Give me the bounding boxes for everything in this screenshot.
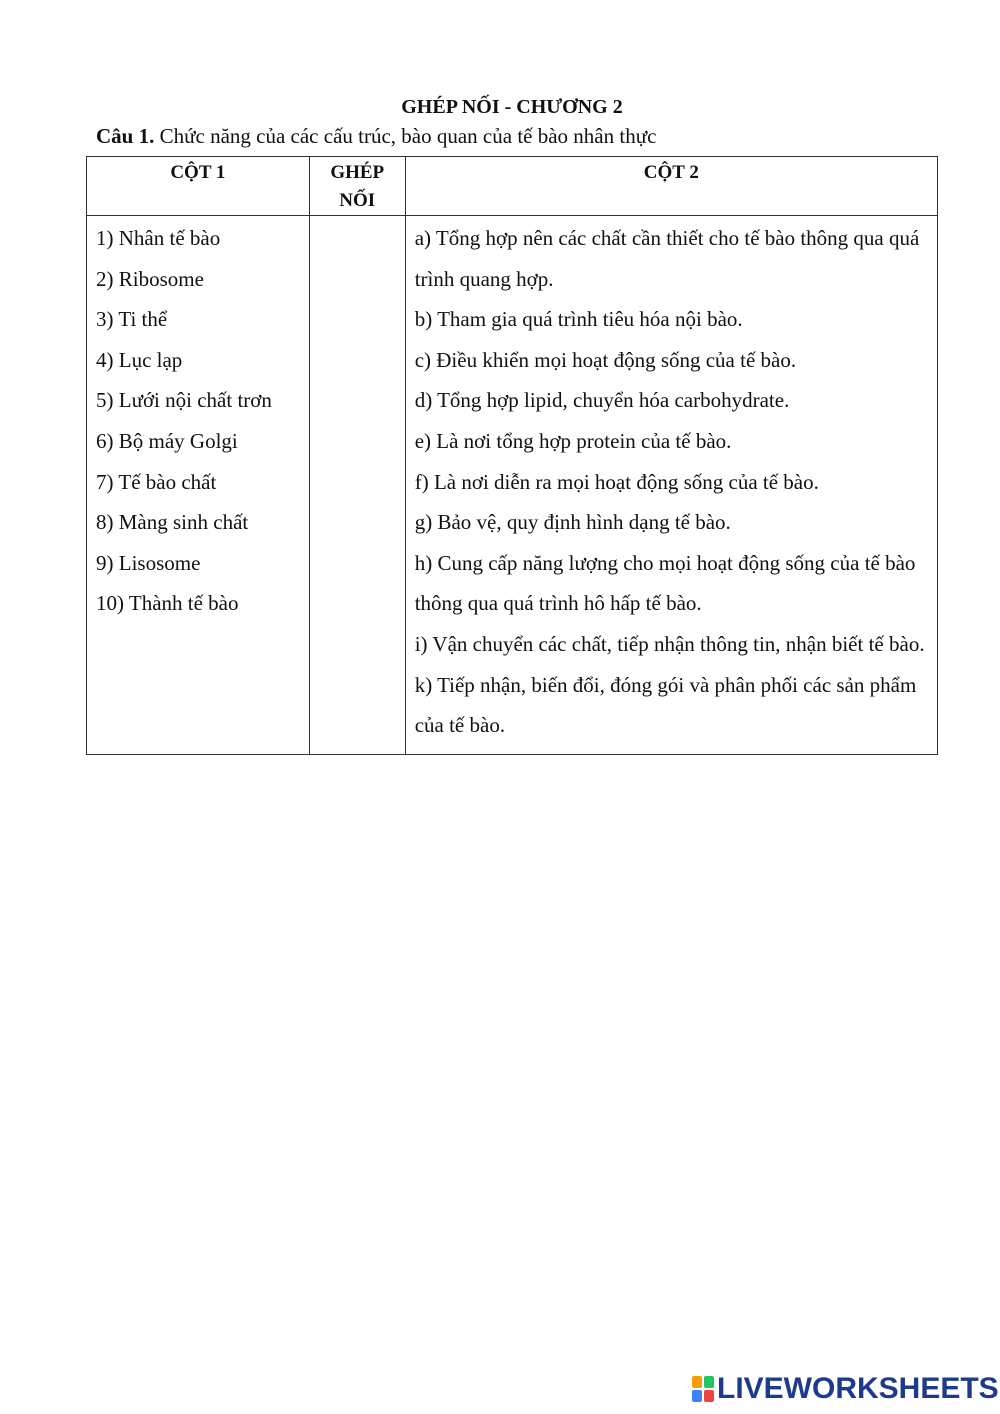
header-match-line-1: GHÉP — [330, 162, 385, 183]
header-match — [309, 157, 405, 216]
header-match-line-2: NỐI — [339, 190, 376, 211]
list-item: 6) Bộ máy Golgi — [96, 428, 238, 453]
liveworksheets-watermark — [692, 1373, 999, 1405]
list-item: 3) Ti thể — [96, 307, 168, 332]
list-item: g) Bảo vệ, quy định hình dạng tế bào. — [414, 510, 731, 535]
list-item: c) Điều khiển mọi hoạt động sống của tế bào. — [414, 347, 797, 372]
header-column-1: CỘT 1 — [87, 157, 310, 216]
list-item: b) Tham gia quá trình tiêu hóa nội bào. — [414, 307, 743, 332]
column-1-cell — [87, 216, 310, 755]
list-item: 9) Lisosome — [96, 550, 201, 575]
list-item: f) Là nơi diễn ra mọi hoạt động sống của tế bào. — [414, 469, 819, 494]
list-item: e) Là nơi tổng hợp protein của tế bào. — [414, 428, 732, 453]
list-item: 2) Ribosome — [96, 266, 204, 291]
list-item: 8) Màng sinh chất — [96, 510, 249, 535]
question-label: Câu 1. — [96, 124, 155, 148]
match-answer-cell[interactable] — [309, 216, 405, 755]
question-text: Chức năng của các cấu trúc, bào quan của tế bào nhân thực — [154, 124, 657, 148]
watermark-text: LIVEWORKSHEETS — [717, 1372, 999, 1405]
list-item: 1) Nhân tế bào — [96, 226, 221, 250]
liveworksheets-logo-icon — [692, 1376, 714, 1402]
header-column-2: CỘT 2 — [405, 157, 937, 216]
table-row — [87, 216, 938, 755]
list-item: a) Tổng hợp nên các chất cần thiết cho tế bào thông qua quá trình quang hợp. — [414, 226, 920, 291]
list-item: k) Tiếp nhận, biến đổi, đóng gói và phân phối các sản phẩm của tế bào. — [414, 672, 917, 738]
list-item: 5) Lưới nội chất trơn — [96, 388, 272, 413]
list-item: 4) Lục lạp — [96, 347, 183, 372]
matching-table — [86, 156, 938, 755]
list-item: h) Cung cấp năng lượng cho mọi hoạt động sống của tế bào thông qua quá trình hô hấp tế bào. — [414, 550, 916, 616]
list-item: i) Vận chuyển các chất, tiếp nhận thông tin, nhận biết tế bào. — [414, 631, 925, 656]
header-row — [87, 157, 938, 216]
list-item: 7) Tế bào chất — [96, 469, 217, 494]
page-title: GHÉP NỐI - CHƯƠNG 2 — [401, 96, 623, 118]
list-item: 10) Thành tế bào — [96, 591, 239, 616]
question-heading — [96, 124, 656, 149]
list-item: d) Tổng hợp lipid, chuyển hóa carbohydrate. — [414, 388, 790, 413]
column-2-cell — [405, 216, 937, 755]
